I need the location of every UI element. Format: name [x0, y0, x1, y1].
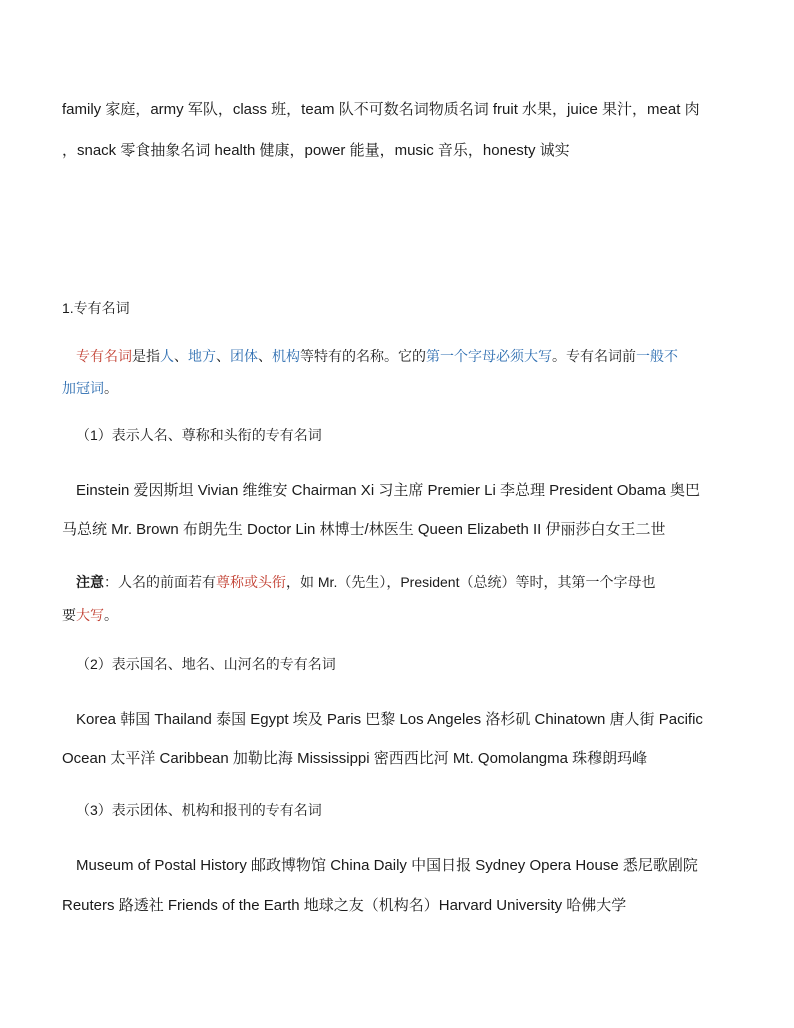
definition-end: 。 [104, 380, 118, 396]
section-heading: 1.专有名词 [62, 300, 130, 316]
sub3-line-1: Museum of Postal History 邮政博物馆 China Daily 中国日报 Sydney Opera House 悉尼歌剧院 [76, 857, 698, 874]
definition-sep: 、 [216, 348, 230, 364]
sub2-line-2: Ocean 太平洋 Caribbean 加勒比海 Mississippi 密西西比河 Mt. Qomolangma 珠穆朗玛峰 [62, 750, 648, 767]
sub3-heading: （3）表示团体、机构和报刊的专有名词 [76, 802, 322, 818]
sub2-line-1: Korea 韩国 Thailand 泰国 Egypt 埃及 Paris 巴黎 Los Angeles 洛杉矶 Chinatown 唐人街 Pacific [76, 711, 703, 728]
note-end: 。 [104, 607, 118, 623]
note-label: 注意 [76, 574, 104, 590]
intro-line-2: ，snack 零食抽象名词 health 健康，power 能量，music 音乐，honesty 诚实 [62, 142, 570, 159]
note-line-1 [76, 572, 746, 592]
intro-line-1: family 家庭，army 军队，class 班，team 队不可数名词物质名词 fruit 水果，juice 果汁，meat 肉 [62, 101, 700, 118]
highlight-title: 尊称或头衔 [216, 574, 286, 590]
definition-line-1 [76, 346, 746, 366]
highlight-capitalize: 第一个字母必须大写 [426, 348, 552, 364]
highlight-place: 地方 [188, 348, 216, 364]
sub1-heading: （1）表示人名、尊称和头衔的专有名词 [76, 427, 322, 443]
definition-text: 是指 [132, 348, 160, 364]
note-text: ：人名的前面若有 [104, 574, 216, 590]
definition-sep: 、 [258, 348, 272, 364]
highlight-generally-no: 一般不 [636, 348, 678, 364]
highlight-institution: 机构 [272, 348, 300, 364]
highlight-proper-noun: 专有名词 [76, 348, 132, 364]
definition-text: 。专有名词前 [552, 348, 636, 364]
sub1-line-2: 马总统 Mr. Brown 布朗先生 Doctor Lin 林博士/林医生 Queen Elizabeth II 伊丽莎白女王二世 [62, 521, 666, 538]
note-line-2 [62, 605, 746, 625]
definition-sep: 、 [174, 348, 188, 364]
definition-text: 等特有的名称。它的 [300, 348, 426, 364]
highlight-uppercase: 大写 [76, 607, 104, 623]
note-text: ，如 Mr.（先生），President（总统）等时，其第一个字母也 [286, 574, 656, 590]
note-text: 要 [62, 607, 76, 623]
sub3-line-2: Reuters 路透社 Friends of the Earth 地球之友（机构名）Harvard University 哈佛大学 [62, 897, 627, 914]
highlight-person: 人 [160, 348, 174, 364]
highlight-article: 加冠词 [62, 380, 104, 396]
sub2-heading: （2）表示国名、地名、山河名的专有名词 [76, 656, 336, 672]
sub1-line-1: Einstein 爱因斯坦 Vivian 维维安 Chairman Xi 习主席 Premier Li 李总理 President Obama 奥巴 [76, 482, 701, 499]
highlight-group: 团体 [230, 348, 258, 364]
definition-line-2 [62, 378, 746, 398]
